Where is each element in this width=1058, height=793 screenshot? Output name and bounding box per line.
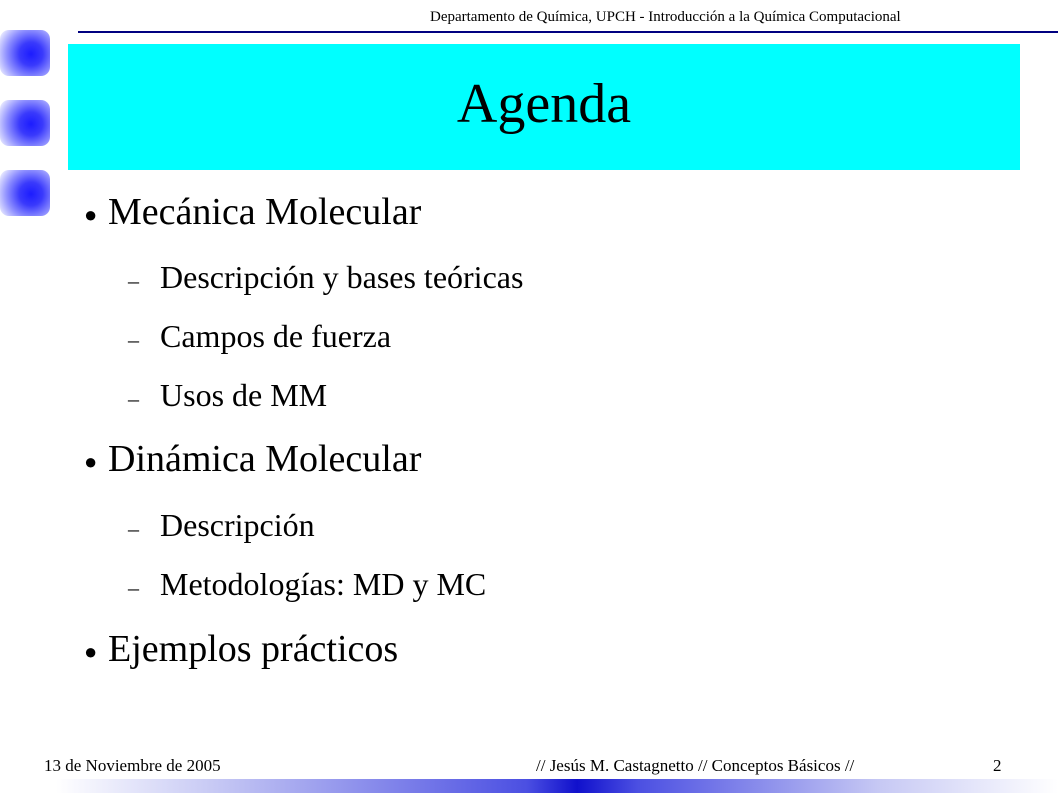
agenda-item-label: Mecánica Molecular	[108, 191, 422, 233]
dash-icon: –	[128, 267, 139, 293]
dash-icon: –	[128, 574, 139, 600]
bullet-icon: ●	[84, 449, 98, 475]
agenda-subitem-label: Campos de fuerza	[160, 318, 392, 354]
footer-author: // Jesús M. Castagnetto // Conceptos Básicos //	[536, 756, 855, 775]
agenda-subitem-label: Usos de MM	[160, 377, 328, 413]
footer-date: 13 de Noviembre de 2005	[44, 756, 221, 775]
agenda-subitem	[128, 318, 391, 355]
slide-title: Agenda	[456, 73, 632, 135]
bullet-icon: ●	[84, 639, 98, 665]
agenda-item	[84, 437, 421, 481]
dash-icon: –	[128, 515, 139, 541]
agenda-subitem	[128, 259, 523, 296]
agenda-subitem	[128, 566, 486, 603]
decorative-square-icon	[0, 170, 50, 216]
agenda-item	[84, 627, 398, 671]
agenda-item-label: Dinámica Molecular	[108, 438, 422, 480]
decorative-square-icon	[0, 100, 50, 146]
agenda-subitem-label: Metodologías: MD y MC	[160, 566, 487, 602]
bullet-icon: ●	[84, 202, 98, 228]
agenda-item-label: Ejemplos prácticos	[108, 628, 399, 670]
decorative-square-icon	[0, 30, 50, 76]
agenda-subitem-label: Descripción y bases teóricas	[160, 259, 524, 295]
agenda-subitem	[128, 507, 315, 544]
title-banner	[68, 44, 1020, 170]
dash-icon: –	[128, 326, 139, 352]
footer-gradient-bar	[56, 779, 1058, 793]
agenda-subitem-label: Descripción	[160, 507, 315, 543]
page-number: 2	[993, 756, 1002, 775]
dash-icon: –	[128, 385, 139, 411]
header-divider	[78, 31, 1058, 33]
slide-header: Departamento de Química, UPCH - Introducción a la Química Computacional	[430, 9, 901, 25]
agenda-subitem	[128, 377, 327, 414]
agenda-item	[84, 190, 421, 234]
